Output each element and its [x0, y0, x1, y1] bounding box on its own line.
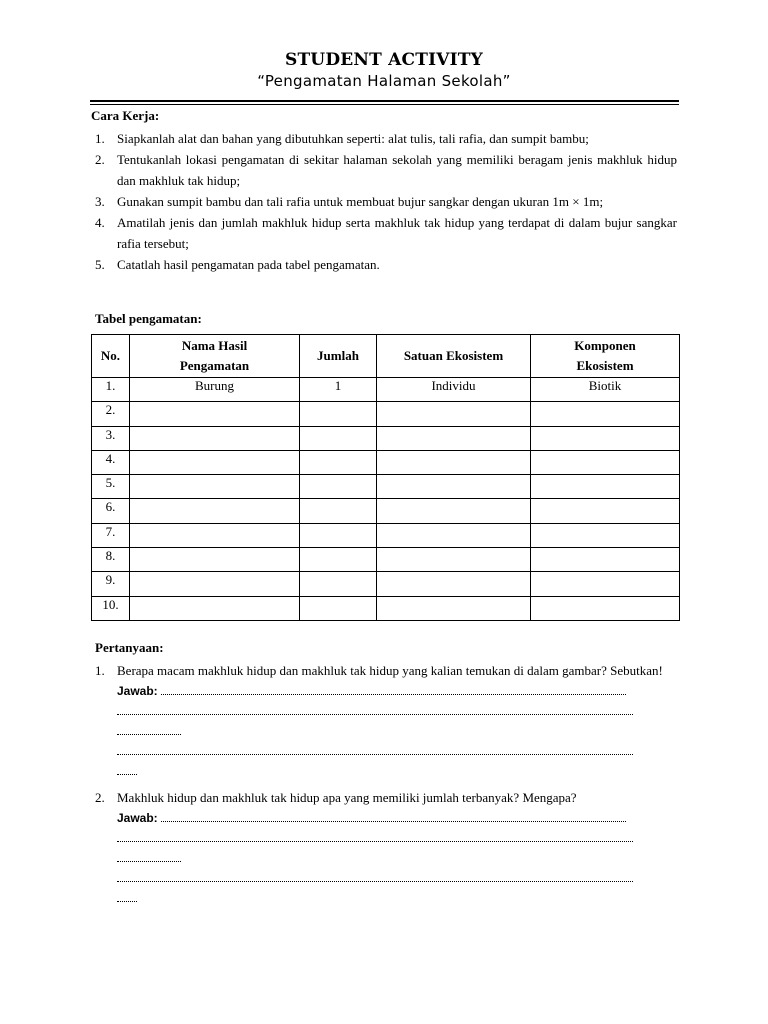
row-name-cell	[130, 475, 300, 499]
row-number-cell: 6.	[92, 499, 130, 523]
step-text: Catatlah hasil pengamatan pada tabel pengamatan.	[117, 257, 380, 272]
answer-dotted-line	[117, 762, 137, 775]
procedure-step	[91, 128, 677, 149]
step-text: Tentukanlah lokasi pengamatan di sekitar halaman sekolah yang memiliki beragam jenis makhluk hidup dan makhluk tak hidup;	[117, 152, 677, 188]
row-count-cell	[300, 475, 377, 499]
answer-label: Jawab:	[117, 811, 158, 825]
answer-area[interactable]	[117, 808, 677, 908]
row-component-cell	[531, 402, 680, 426]
step-text: Amatilah jenis dan jumlah makhluk hidup serta makhluk tak hidup yang terdapat di dalam bujur sangkar rafia tersebut;	[117, 215, 677, 251]
row-unit-cell	[377, 475, 531, 499]
row-component-cell	[531, 572, 680, 596]
table-row	[92, 402, 680, 426]
table-row	[92, 523, 680, 547]
row-number-cell: 7.	[92, 523, 130, 547]
row-unit-cell	[377, 499, 531, 523]
row-name-cell	[130, 548, 300, 572]
document-title: STUDENT ACTIVITY	[284, 50, 483, 70]
table-heading: Tabel pengamatan:	[95, 311, 202, 326]
row-count-cell	[300, 426, 377, 450]
step-number: 1.	[95, 131, 105, 146]
table-row	[92, 596, 680, 620]
row-component-cell	[531, 450, 680, 474]
question-item	[91, 660, 677, 781]
step-number: 3.	[95, 194, 105, 209]
row-name-cell	[130, 596, 300, 620]
column-header-no: No.	[92, 335, 130, 378]
question-number: 1.	[95, 663, 105, 678]
document-subtitle: “Pengamatan Halaman Sekolah”	[257, 72, 511, 90]
question-item	[91, 787, 677, 908]
procedure-steps-list	[91, 128, 677, 275]
question-number: 2.	[95, 790, 105, 805]
answer-area[interactable]	[117, 681, 677, 781]
row-name-cell	[130, 572, 300, 596]
row-number-cell: 3.	[92, 426, 130, 450]
column-header-name	[130, 335, 300, 378]
questions-heading: Pertanyaan:	[95, 640, 164, 655]
column-header-count: Jumlah	[300, 335, 377, 378]
row-name-cell	[130, 402, 300, 426]
row-count-cell	[300, 572, 377, 596]
column-header-component-line1: Komponen	[574, 338, 636, 353]
column-header-name-line2: Pengamatan	[179, 358, 250, 373]
row-number-cell: 2.	[92, 402, 130, 426]
step-text: Siapkanlah alat dan bahan yang dibutuhkan seperti: alat tulis, tali rafia, dan sumpit bambu;	[117, 131, 589, 146]
row-number-cell: 5.	[92, 475, 130, 499]
answer-dotted-line	[117, 702, 633, 715]
column-header-component	[531, 335, 680, 378]
row-unit-cell	[377, 450, 531, 474]
procedure-heading: Cara Kerja:	[91, 108, 160, 123]
table-row	[92, 548, 680, 572]
questions-list	[91, 660, 677, 908]
row-unit-cell: Individu	[377, 378, 531, 402]
answer-dotted-line	[117, 889, 137, 902]
row-component-cell	[531, 596, 680, 620]
procedure-step	[91, 149, 677, 191]
step-number: 5.	[95, 257, 105, 272]
row-count-cell	[300, 548, 377, 572]
table-row	[92, 572, 680, 596]
observation-table	[91, 334, 680, 621]
procedure-step	[91, 212, 677, 254]
row-component-cell	[531, 499, 680, 523]
row-count-cell	[300, 499, 377, 523]
table-header-row	[92, 335, 680, 378]
question-text: Makhluk hidup dan makhluk tak hidup apa yang memiliki jumlah terbanyak? Mengapa?	[117, 790, 577, 805]
step-number: 4.	[95, 215, 105, 230]
column-header-name-line1: Nama Hasil	[181, 338, 248, 353]
header-rule-thick	[90, 100, 679, 102]
row-unit-cell	[377, 523, 531, 547]
row-component-cell: Biotik	[531, 378, 680, 402]
table-row	[92, 475, 680, 499]
row-component-cell	[531, 548, 680, 572]
answer-dotted-line	[117, 869, 633, 882]
row-unit-cell	[377, 548, 531, 572]
column-header-unit: Satuan Ekosistem	[377, 335, 531, 378]
row-component-cell	[531, 475, 680, 499]
header-rule-thin	[90, 104, 679, 105]
row-component-cell	[531, 523, 680, 547]
procedure-step	[91, 191, 677, 212]
row-count-cell	[300, 523, 377, 547]
table-row	[92, 499, 680, 523]
row-name-cell	[130, 426, 300, 450]
table-row	[92, 450, 680, 474]
table-row	[92, 426, 680, 450]
row-name-cell: Burung	[130, 378, 300, 402]
row-number-cell: 1.	[92, 378, 130, 402]
procedure-step	[91, 254, 677, 275]
row-unit-cell	[377, 402, 531, 426]
answer-dotted-line	[161, 682, 626, 695]
answer-label: Jawab:	[117, 684, 158, 698]
row-count-cell	[300, 596, 377, 620]
observation-table-body	[92, 378, 680, 621]
answer-dotted-line	[117, 742, 633, 755]
row-number-cell: 8.	[92, 548, 130, 572]
row-number-cell: 10.	[92, 596, 130, 620]
row-number-cell: 4.	[92, 450, 130, 474]
row-name-cell	[130, 499, 300, 523]
row-unit-cell	[377, 426, 531, 450]
row-count-cell	[300, 402, 377, 426]
row-unit-cell	[377, 596, 531, 620]
step-number: 2.	[95, 152, 105, 167]
row-name-cell	[130, 523, 300, 547]
row-unit-cell	[377, 572, 531, 596]
row-count-cell	[300, 450, 377, 474]
row-number-cell: 9.	[92, 572, 130, 596]
table-row	[92, 378, 680, 402]
answer-dotted-line	[117, 829, 633, 842]
column-header-component-line2: Ekosistem	[576, 358, 634, 373]
answer-dotted-line	[117, 849, 181, 862]
row-component-cell	[531, 426, 680, 450]
step-text: Gunakan sumpit bambu dan tali rafia untuk membuat bujur sangkar dengan ukuran 1m × 1m;	[117, 194, 604, 209]
answer-dotted-line	[117, 722, 181, 735]
row-name-cell	[130, 450, 300, 474]
question-text: Berapa macam makhluk hidup dan makhluk tak hidup yang kalian temukan di dalam gambar? Sebutkan!	[117, 663, 663, 678]
answer-dotted-line	[161, 809, 626, 822]
row-count-cell: 1	[300, 378, 377, 402]
